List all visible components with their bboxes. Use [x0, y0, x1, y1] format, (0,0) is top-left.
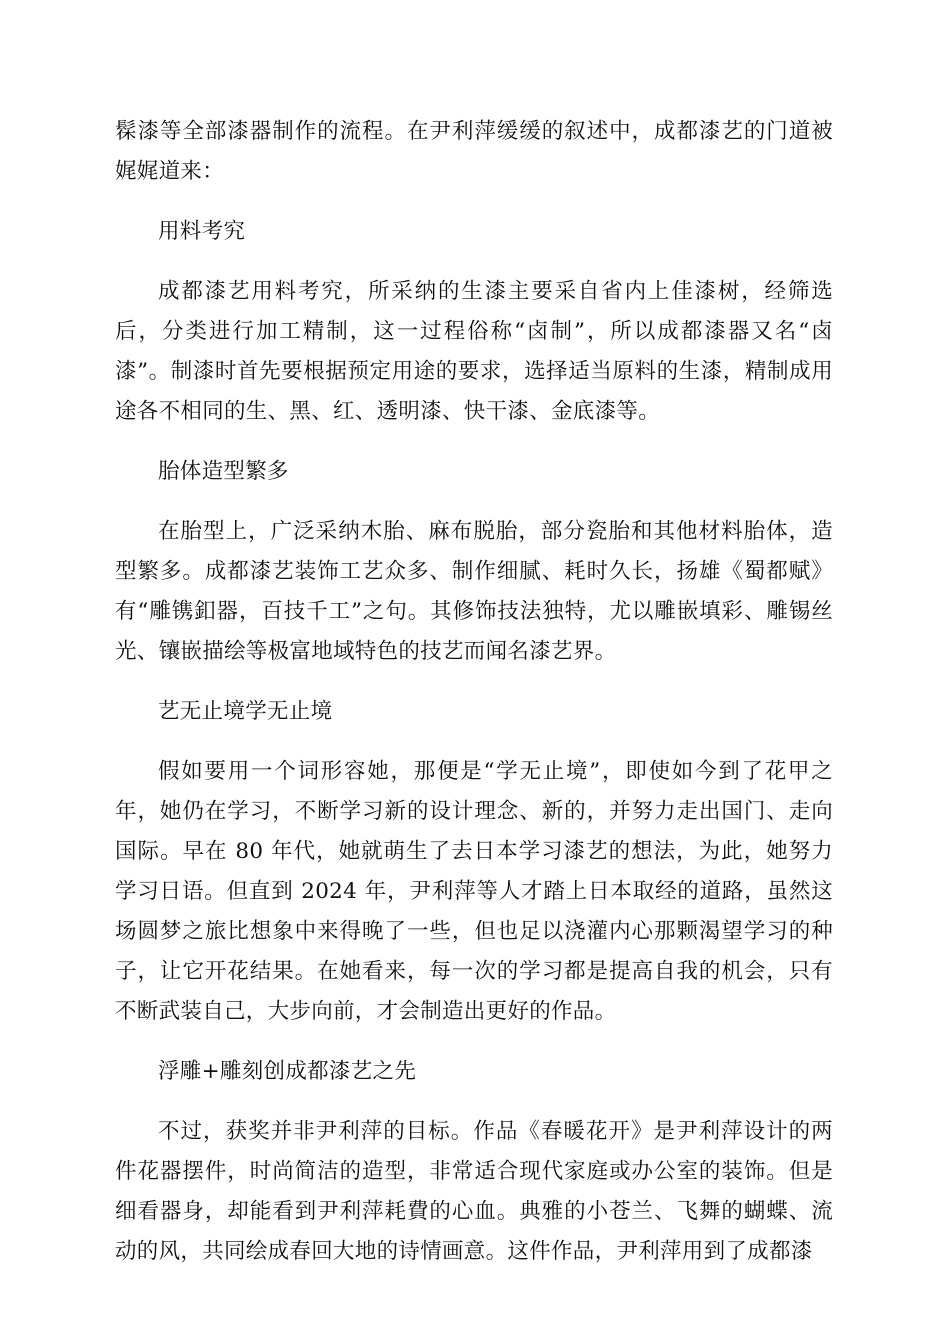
- section-heading-relief-carving: 浮雕+雕刻创成都漆艺之先: [158, 1059, 417, 1084]
- section-heading-endless-learning: 艺无止境学无止境: [158, 699, 333, 724]
- section-heading-body-shapes: 胎体造型繁多: [158, 459, 289, 484]
- paragraph-endless-learning: 假如要用一个词形容她，那便是“学无止境”，即使如今到了花甲之年，她仍在学习，不断学习新的设计理念、新的，并努力走出国门、走向国际。早在 80 年代，她就萌生了去日本学习漆艺的想法，为此，她努力学习日语。但直到 2024 年，尹利萍等人才踏上日本取经的道路，虽然这场圆梦之旅比想象中来得晚了一些，但也足以浇灌内心那颗渴望学习的种子，让它开花结果。在她看来，每一次的学习都是提高自我的机会，只有不断武装自己，大步向前，才会制造出更好的作品。: [115, 759, 833, 1024]
- paragraph-body-shapes: 在胎型上，广泛采纳木胎、麻布脱胎，部分瓷胎和其他材料胎体，造型繁多。成都漆艺装饰工艺众多、制作细腻、耗时久长，扬雄《蜀都赋》有“雕镌釦器，百技千工”之句。其修饰技法独特，尤以雕嵌填彩、雕锡丝光、镶嵌描绘等极富地域特色的技艺而闻名漆艺界。: [115, 519, 833, 664]
- paragraph-materials: 成都漆艺用料考究，所采纳的生漆主要采自省内上佳漆树，经筛选后，分类进行加工精制，这一过程俗称“卤制”，所以成都漆器又名“卤漆”。制漆时首先要根据预定用途的要求，选择适当原料的生漆，精制成用途各不相同的生、黑、红、透明漆、快干漆、金底漆等。: [115, 279, 833, 424]
- paragraph-relief-carving: 不过，获奖并非尹利萍的目标。作品《春暖花开》是尹利萍设计的两件花器摆件，时尚简洁的造型，非常适合现代家庭或办公室的装饰。但是细看器身，却能看到尹利萍耗費的心血。典雅的小苍兰、飞舞的蝴蝶、流动的风，共同绘成春回大地的诗情画意。这件作品，尹利萍用到了成都漆: [115, 1119, 833, 1264]
- paragraph-intro: 髹漆等全部漆器制作的流程。在尹利萍缓缓的叙述中，成都漆艺的门道被娓娓道来：: [115, 119, 833, 184]
- document-body: [115, 112, 833, 1292]
- section-heading-materials: 用料考究: [158, 219, 246, 244]
